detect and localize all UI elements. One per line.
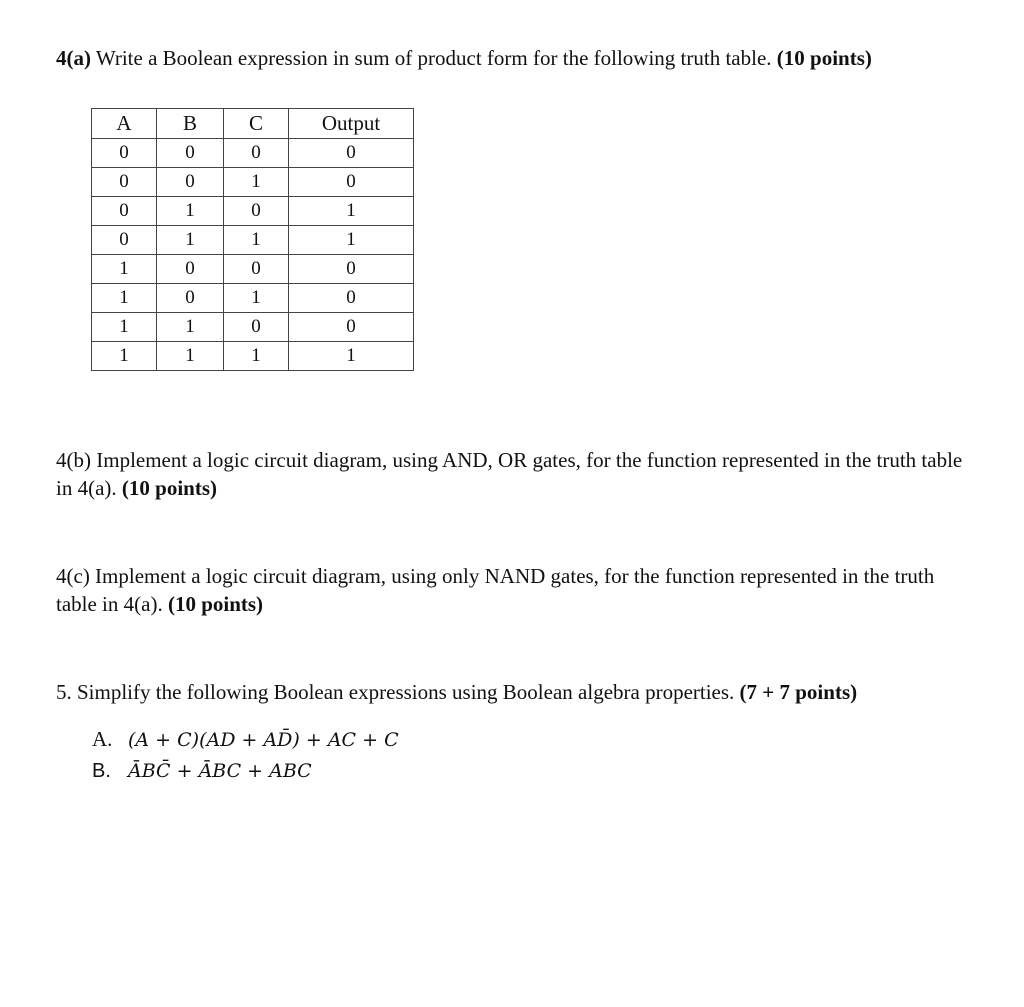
cell-b: 0 [157,284,224,313]
cell-output: 0 [289,313,414,342]
header-output: Output [289,109,414,139]
cell-output: 0 [289,284,414,313]
cell-output: 0 [289,139,414,168]
cell-b: 1 [157,313,224,342]
cell-a: 0 [92,197,157,226]
question-4c-points: (10 points) [167,592,264,616]
cell-c: 0 [224,139,289,168]
question-4b [56,446,966,502]
table-row [92,226,414,255]
cell-a: 0 [92,168,157,197]
option-a-label: A. [92,727,113,751]
truth-table [91,108,414,371]
cell-c: 1 [224,226,289,255]
option-a [92,726,399,753]
table-row [92,255,414,284]
truth-table-header-row [92,109,414,139]
cell-a: 0 [92,139,157,168]
cell-output: 1 [289,342,414,371]
header-a: A [92,109,157,139]
question-4a [56,44,986,72]
cell-c: 0 [224,255,289,284]
option-a-expression: (A + C)(AD + AD̄) + AC + C [128,729,399,751]
cell-a: 1 [92,284,157,313]
table-row [92,168,414,197]
cell-b: 0 [157,139,224,168]
option-b [92,757,312,784]
cell-output: 1 [289,226,414,255]
table-row [92,313,414,342]
table-row [92,139,414,168]
question-4b-text: 4(b) Implement a logic circuit diagram, using AND, OR gates, for the function represented in the truth table in 4(a). [56,448,963,500]
question-5-points: (7 + 7 points) [739,680,858,704]
cell-output: 1 [289,197,414,226]
cell-output: 0 [289,255,414,284]
cell-a: 1 [92,255,157,284]
cell-output: 0 [289,168,414,197]
header-c: C [224,109,289,139]
cell-b: 0 [157,255,224,284]
cell-b: 1 [157,342,224,371]
header-b: B [157,109,224,139]
cell-b: 1 [157,197,224,226]
cell-a: 1 [92,342,157,371]
table-row [92,197,414,226]
question-4a-text: Write a Boolean expression in sum of product form for the following truth table. [91,46,777,70]
question-4c-text: 4(c) Implement a logic circuit diagram, using only NAND gates, for the function represented in the truth table in 4(a). [56,564,935,616]
option-b-expression: ĀBC̄ + ĀBC + ABC [128,760,312,782]
cell-c: 1 [224,168,289,197]
cell-a: 0 [92,226,157,255]
cell-c: 0 [224,313,289,342]
question-4c [56,562,966,618]
question-4a-label: 4(a) [56,46,91,70]
cell-c: 1 [224,284,289,313]
question-4b-points: (10 points) [121,476,218,500]
cell-b: 0 [157,168,224,197]
table-row [92,284,414,313]
cell-c: 0 [224,197,289,226]
question-5 [56,678,986,706]
option-b-label: B. [92,760,111,782]
cell-c: 1 [224,342,289,371]
table-row [92,342,414,371]
question-4a-points: (10 points) [776,46,872,70]
question-5-text: 5. Simplify the following Boolean expressions using Boolean algebra properties. [56,680,740,704]
cell-b: 1 [157,226,224,255]
cell-a: 1 [92,313,157,342]
